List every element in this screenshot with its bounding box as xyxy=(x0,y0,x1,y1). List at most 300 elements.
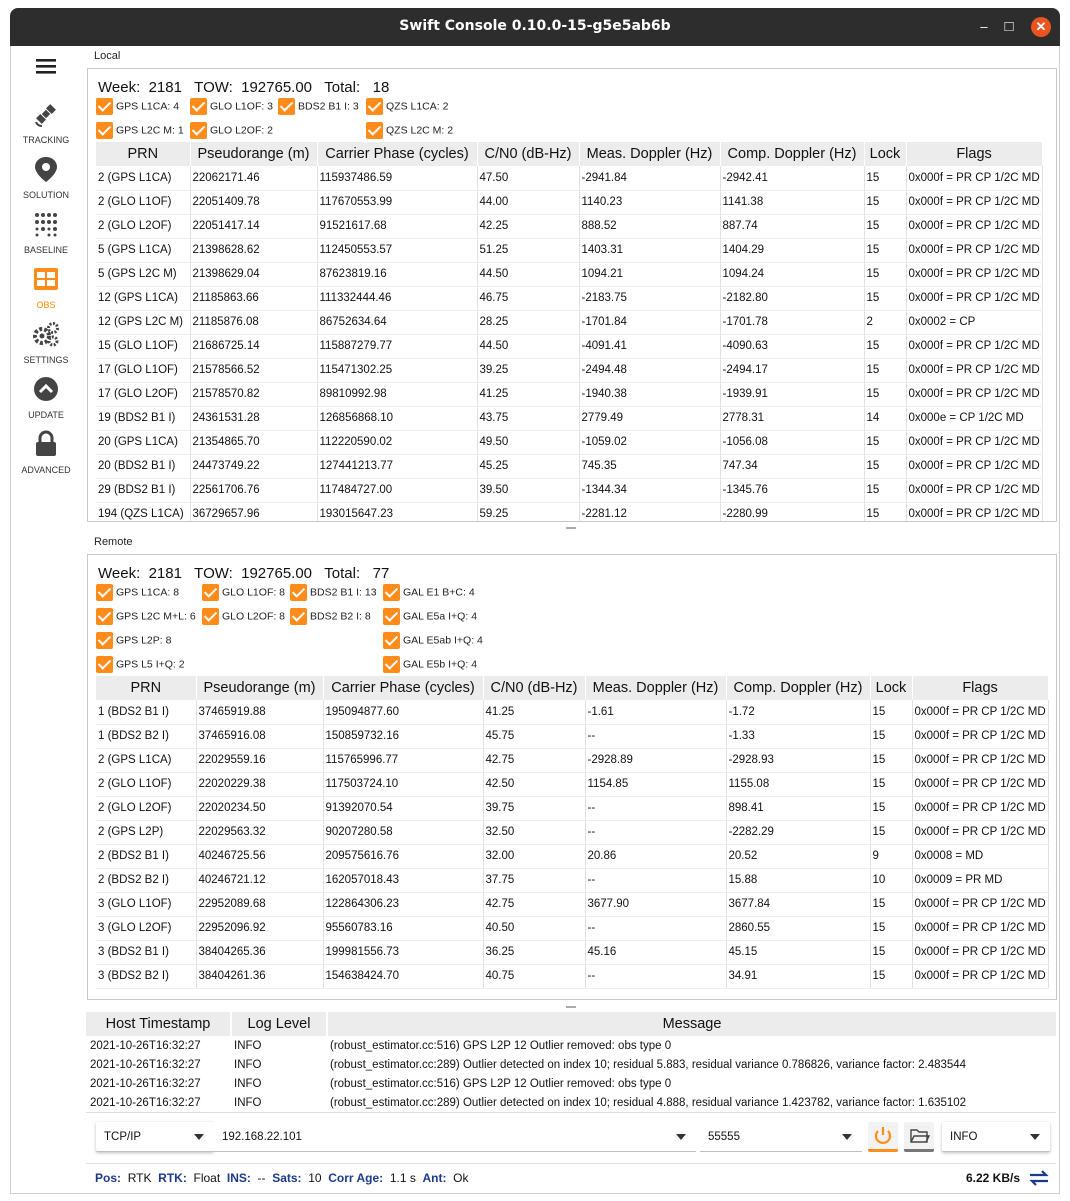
filter-checkbox[interactable]: BDS2 B1 I: 3 xyxy=(278,98,359,118)
table-cell: 32.50 xyxy=(483,820,585,844)
table-cell: 39.25 xyxy=(477,358,579,382)
table-cell: -2494.48 xyxy=(579,358,720,382)
column-header[interactable]: Pseudorange (m) xyxy=(190,142,317,166)
nav-baseline[interactable] xyxy=(10,210,82,255)
table-cell: 1141.38 xyxy=(720,190,864,214)
table-cell: 127441213.77 xyxy=(317,454,477,478)
table-cell: 209575616.76 xyxy=(323,844,483,868)
table-cell: 12 (GPS L2C M) xyxy=(96,310,190,334)
nav-label: ADVANCED xyxy=(21,465,71,475)
table-cell: 0x000f = PR CP 1/2C MD xyxy=(906,214,1042,238)
table-cell: 21398629.04 xyxy=(190,262,317,286)
open-file-button[interactable] xyxy=(904,1122,934,1152)
table-icon xyxy=(32,265,60,293)
table-cell: 15 xyxy=(864,478,906,502)
nav-label: SOLUTION xyxy=(22,190,69,200)
table-cell: 41.25 xyxy=(477,382,579,406)
splitter-handle[interactable] xyxy=(566,1006,576,1008)
table-cell: 21185876.08 xyxy=(190,310,317,334)
nav-label: SETTINGS xyxy=(23,355,69,365)
column-header[interactable]: Flags xyxy=(906,142,1042,166)
filter-checkbox[interactable]: BDS2 B1 I: 13 xyxy=(290,584,377,604)
table-cell: 15 xyxy=(864,454,906,478)
checkbox-checked-icon xyxy=(383,584,400,601)
table-cell: -4091.41 xyxy=(579,334,720,358)
splitter-handle[interactable] xyxy=(566,527,576,529)
table-cell: 747.34 xyxy=(720,454,864,478)
column-header[interactable]: PRN xyxy=(96,142,190,166)
nav-update[interactable] xyxy=(10,375,82,420)
table-cell: 24361531.28 xyxy=(190,406,317,430)
table-cell: 14 xyxy=(864,406,906,430)
table-row[interactable] xyxy=(96,478,1042,502)
table-cell: 37465919.88 xyxy=(196,700,323,724)
table-cell: 40.50 xyxy=(483,916,585,940)
table-row[interactable] xyxy=(96,868,1048,892)
table-cell: 20 (GPS L1CA) xyxy=(96,430,190,454)
status-bar xyxy=(86,1163,1056,1191)
table-row[interactable] xyxy=(96,940,1048,964)
table-cell: 111332444.46 xyxy=(317,286,477,310)
table-row[interactable] xyxy=(96,382,1042,406)
local-obs-panel xyxy=(87,68,1057,522)
filter-checkbox[interactable]: GPS L1CA: 4 xyxy=(96,98,179,118)
table-cell: 115471302.25 xyxy=(317,358,477,382)
table-cell: -2182.80 xyxy=(720,286,864,310)
table-cell: 0x000f = PR CP 1/2C MD xyxy=(906,478,1042,502)
table-cell: 0x000f = PR CP 1/2C MD xyxy=(912,916,1048,940)
filter-checkbox[interactable]: GPS L1CA: 8 xyxy=(96,584,179,604)
chevron-down-icon xyxy=(676,1134,686,1140)
table-cell: 37465916.08 xyxy=(196,724,323,748)
menu-icon xyxy=(35,56,57,76)
hamburger-menu-button[interactable] xyxy=(10,56,82,81)
table-cell: 887.74 xyxy=(720,214,864,238)
table-cell: 112220590.02 xyxy=(317,430,477,454)
table-cell: 117503724.10 xyxy=(323,772,483,796)
log-col-timestamp[interactable]: Host Timestamp xyxy=(86,1012,230,1036)
table-cell: 21686725.14 xyxy=(190,334,317,358)
maximize-button[interactable]: □ xyxy=(1004,18,1014,35)
table-cell: -- xyxy=(585,868,726,892)
column-header[interactable]: Carrier Phase (cycles) xyxy=(323,676,483,700)
table-cell: -1345.76 xyxy=(720,478,864,502)
table-cell: 87623819.16 xyxy=(317,262,477,286)
sidebar xyxy=(10,46,82,1192)
table-row[interactable] xyxy=(96,334,1042,358)
table-row[interactable] xyxy=(96,166,1042,190)
table-cell: 2 (GLO L1OF) xyxy=(96,772,196,796)
table-cell: 199981556.73 xyxy=(323,940,483,964)
checkbox-checked-icon xyxy=(96,122,113,139)
table-cell: 15 xyxy=(870,700,912,724)
satellite-icon xyxy=(32,100,60,128)
table-cell: 45.25 xyxy=(477,454,579,478)
table-cell: 0x000f = PR CP 1/2C MD xyxy=(912,700,1048,724)
table-row[interactable] xyxy=(96,238,1042,262)
status-sats-value: 10 xyxy=(308,1171,322,1185)
table-cell: 22029563.32 xyxy=(196,820,323,844)
table-cell: -1940.38 xyxy=(579,382,720,406)
table-cell: 0x000f = PR CP 1/2C MD xyxy=(906,358,1042,382)
nav-tracking[interactable] xyxy=(10,100,82,145)
table-cell: 117484727.00 xyxy=(317,478,477,502)
table-cell: 86752634.64 xyxy=(317,310,477,334)
table-cell: 22952096.92 xyxy=(196,916,323,940)
status-corr-value: 1.1 s xyxy=(389,1171,416,1185)
local-week-line: Week: 2181 TOW: 192765.00 Total: 18 xyxy=(98,79,390,96)
table-row[interactable] xyxy=(96,190,1042,214)
table-cell: 0x000f = PR CP 1/2C MD xyxy=(906,454,1042,478)
table-cell: 150859732.16 xyxy=(323,724,483,748)
table-cell: 126856868.10 xyxy=(317,406,477,430)
table-cell: 5 (GPS L2C M) xyxy=(96,262,190,286)
local-panel-label: Local xyxy=(94,50,121,62)
table-cell: -1701.84 xyxy=(579,310,720,334)
filter-checkbox[interactable]: QZS L2C M: 2 xyxy=(366,122,453,142)
table-cell: 44.50 xyxy=(477,334,579,358)
column-header[interactable]: PRN xyxy=(96,676,196,700)
chevron-down-icon xyxy=(842,1134,852,1140)
port-value: 55555 xyxy=(708,1131,740,1143)
checkbox-checked-icon xyxy=(96,656,113,673)
table-row[interactable] xyxy=(96,916,1048,940)
filter-checkbox[interactable]: GLO L2OF: 2 xyxy=(190,122,273,142)
filter-checkbox[interactable]: GPS L2P: 8 xyxy=(96,632,171,652)
table-cell: 1094.24 xyxy=(720,262,864,286)
table-cell: -2183.75 xyxy=(579,286,720,310)
column-header[interactable]: Comp. Doppler (Hz) xyxy=(720,142,864,166)
table-cell: 22020234.50 xyxy=(196,796,323,820)
table-cell: 1155.08 xyxy=(726,772,870,796)
log-level: INFO xyxy=(234,1097,262,1109)
log-col-message[interactable]: Message xyxy=(328,1012,1056,1036)
filter-checkbox[interactable]: GPS L2C M+L: 6 xyxy=(96,608,196,628)
table-cell: 0x000f = PR CP 1/2C MD xyxy=(906,166,1042,190)
status-sats-label: Sats: xyxy=(272,1171,302,1185)
table-cell: 29 (BDS2 B1 I) xyxy=(96,478,190,502)
table-cell: 2 (GPS L1CA) xyxy=(96,748,196,772)
table-row[interactable] xyxy=(96,892,1048,916)
column-header[interactable]: C/N0 (dB-Hz) xyxy=(483,676,585,700)
table-cell: 0x000f = PR CP 1/2C MD xyxy=(906,502,1042,522)
table-cell: 15 xyxy=(870,724,912,748)
column-header[interactable]: Lock xyxy=(864,142,906,166)
table-cell: 117670553.99 xyxy=(317,190,477,214)
table-cell: -- xyxy=(585,724,726,748)
table-row[interactable] xyxy=(96,214,1042,238)
checkbox-checked-icon xyxy=(290,608,307,625)
table-cell: 0x000f = PR CP 1/2C MD xyxy=(912,964,1048,988)
filter-checkbox[interactable]: QZS L1CA: 2 xyxy=(366,98,448,118)
table-cell: 2 (BDS2 B2 I) xyxy=(96,868,196,892)
nav-obs[interactable] xyxy=(10,265,82,310)
filter-checkbox[interactable]: GLO L1OF: 3 xyxy=(190,98,273,118)
table-cell: 15 xyxy=(870,940,912,964)
table-cell: 22051417.14 xyxy=(190,214,317,238)
table-row[interactable] xyxy=(96,430,1042,454)
table-row[interactable] xyxy=(96,796,1048,820)
table-cell: -2928.93 xyxy=(726,748,870,772)
lock-icon xyxy=(32,430,60,458)
status-ins-label: INS: xyxy=(226,1171,251,1185)
table-cell: 47.50 xyxy=(477,166,579,190)
table-cell: 0x0002 = CP xyxy=(906,310,1042,334)
column-header[interactable]: Flags xyxy=(912,676,1048,700)
table-cell: 162057018.43 xyxy=(323,868,483,892)
table-cell: 1140.23 xyxy=(579,190,720,214)
table-cell: 15 xyxy=(864,502,906,522)
connect-button[interactable] xyxy=(868,1122,898,1152)
table-cell: 2 xyxy=(864,310,906,334)
table-cell: 39.75 xyxy=(483,796,585,820)
table-cell: -- xyxy=(585,796,726,820)
table-row[interactable] xyxy=(96,454,1042,478)
table-cell: 0x000f = PR CP 1/2C MD xyxy=(906,190,1042,214)
nav-label: OBS xyxy=(36,300,56,310)
table-cell: 12 (GPS L1CA) xyxy=(96,286,190,310)
table-cell: 115887279.77 xyxy=(317,334,477,358)
table-cell: 2 (GLO L2OF) xyxy=(96,214,190,238)
table-cell: -1939.91 xyxy=(720,382,864,406)
connection-type-value: TCP/IP xyxy=(104,1131,142,1143)
table-cell: 3 (BDS2 B2 I) xyxy=(96,964,196,988)
table-cell: 20.52 xyxy=(726,844,870,868)
transfer-arrows-icon xyxy=(1028,1170,1050,1186)
table-header-row xyxy=(96,676,1048,700)
table-row[interactable] xyxy=(96,724,1048,748)
connection-type-select[interactable] xyxy=(96,1122,214,1152)
table-cell: 40.75 xyxy=(483,964,585,988)
checkbox-checked-icon xyxy=(202,608,219,625)
status-ant-label: Ant: xyxy=(422,1171,447,1185)
table-cell: 22020229.38 xyxy=(196,772,323,796)
table-cell: 0x000f = PR CP 1/2C MD xyxy=(906,238,1042,262)
filter-checkbox[interactable]: GLO L1OF: 8 xyxy=(202,584,285,604)
table-cell: 42.75 xyxy=(483,892,585,916)
table-cell: 154638424.70 xyxy=(323,964,483,988)
table-cell: -1059.02 xyxy=(579,430,720,454)
table-cell: 22029559.16 xyxy=(196,748,323,772)
table-cell: 0x000f = PR CP 1/2C MD xyxy=(906,334,1042,358)
dots-grid-icon xyxy=(32,210,60,238)
table-row[interactable] xyxy=(96,700,1048,724)
table-cell: 0x000f = PR CP 1/2C MD xyxy=(906,382,1042,406)
table-cell: 0x0009 = PR MD xyxy=(912,868,1048,892)
table-row[interactable] xyxy=(96,502,1042,522)
table-cell: 15 xyxy=(864,430,906,454)
log-col-level[interactable]: Log Level xyxy=(232,1012,326,1036)
checkbox-checked-icon xyxy=(383,632,400,649)
nav-label: TRACKING xyxy=(22,135,70,145)
table-cell: 15 xyxy=(870,892,912,916)
table-row[interactable] xyxy=(96,262,1042,286)
table-cell: 19 (BDS2 B1 I) xyxy=(96,406,190,430)
table-cell: 3 (BDS2 B1 I) xyxy=(96,940,196,964)
status-corr-label: Corr Age: xyxy=(328,1171,384,1185)
gears-icon xyxy=(32,320,60,348)
table-cell: 2 (BDS2 B1 I) xyxy=(96,844,196,868)
table-cell: 42.50 xyxy=(483,772,585,796)
filter-checkbox[interactable]: GAL E5a I+Q: 4 xyxy=(383,608,477,628)
table-cell: 36.25 xyxy=(483,940,585,964)
table-cell: -- xyxy=(585,820,726,844)
chevron-down-icon xyxy=(194,1134,204,1140)
table-cell: 15 xyxy=(870,964,912,988)
port-input[interactable] xyxy=(700,1122,862,1152)
table-cell: 15 xyxy=(870,916,912,940)
log-level: INFO xyxy=(234,1078,262,1090)
table-cell: 24473749.22 xyxy=(190,454,317,478)
table-cell: 15 xyxy=(864,190,906,214)
checkbox-checked-icon xyxy=(366,122,383,139)
map-pin-icon xyxy=(32,155,60,183)
table-cell: 34.91 xyxy=(726,964,870,988)
column-header[interactable]: Meas. Doppler (Hz) xyxy=(585,676,726,700)
folder-open-icon xyxy=(904,1122,934,1149)
checkbox-checked-icon xyxy=(190,122,207,139)
table-cell: 15 xyxy=(864,382,906,406)
column-header[interactable]: Pseudorange (m) xyxy=(196,676,323,700)
remote-obs-table xyxy=(96,676,1049,989)
table-row[interactable] xyxy=(96,310,1042,334)
table-cell: 745.35 xyxy=(579,454,720,478)
table-cell: 91392070.54 xyxy=(323,796,483,820)
table-cell: 0x000f = PR CP 1/2C MD xyxy=(912,940,1048,964)
nav-solution[interactable] xyxy=(10,155,82,200)
column-header[interactable]: Meas. Doppler (Hz) xyxy=(579,142,720,166)
table-row[interactable] xyxy=(96,406,1042,430)
table-cell: 21354865.70 xyxy=(190,430,317,454)
table-row[interactable] xyxy=(96,358,1042,382)
table-cell: 5 (GPS L1CA) xyxy=(96,238,190,262)
nav-advanced[interactable] xyxy=(10,430,82,475)
table-cell: 42.25 xyxy=(477,214,579,238)
table-cell: -1344.34 xyxy=(579,478,720,502)
filter-checkbox[interactable]: GLO L2OF: 8 xyxy=(202,608,285,628)
table-cell: -- xyxy=(585,916,726,940)
table-cell: -2280.99 xyxy=(720,502,864,522)
log-level-value: INFO xyxy=(950,1131,978,1143)
log-message: (robust_estimator.cc:516) GPS L2P 12 Outlier removed: obs type 0 xyxy=(330,1040,672,1052)
table-cell: 15 xyxy=(864,166,906,190)
log-timestamp: 2021-10-26T16:32:27 xyxy=(90,1040,201,1052)
table-cell: 37.75 xyxy=(483,868,585,892)
table-row[interactable] xyxy=(96,772,1048,796)
table-row[interactable] xyxy=(96,964,1048,988)
table-cell: 44.50 xyxy=(477,262,579,286)
table-cell: 0x000f = PR CP 1/2C MD xyxy=(906,262,1042,286)
table-cell: 3677.90 xyxy=(585,892,726,916)
column-header[interactable]: C/N0 (dB-Hz) xyxy=(477,142,579,166)
filter-checkbox[interactable]: BDS2 B2 I: 8 xyxy=(290,608,371,628)
log-level-select[interactable] xyxy=(942,1122,1050,1152)
close-button[interactable]: ✕ xyxy=(1031,17,1051,37)
table-cell: 38404261.36 xyxy=(196,964,323,988)
table-cell: -2941.84 xyxy=(579,166,720,190)
filter-checkbox[interactable]: GAL E1 B+C: 4 xyxy=(383,584,475,604)
nav-settings[interactable] xyxy=(10,320,82,365)
status-ant-value: Ok xyxy=(453,1171,469,1185)
minimize-button[interactable]: – xyxy=(980,19,988,34)
nav-label: UPDATE xyxy=(28,410,64,420)
filter-checkbox[interactable]: GAL E5b I+Q: 4 xyxy=(383,656,477,676)
table-cell: 0x000f = PR CP 1/2C MD xyxy=(912,724,1048,748)
table-cell: -2282.29 xyxy=(726,820,870,844)
checkbox-checked-icon xyxy=(290,584,307,601)
filter-checkbox[interactable]: GPS L2C M: 1 xyxy=(96,122,184,142)
checkbox-checked-icon xyxy=(202,584,219,601)
column-header[interactable]: Lock xyxy=(870,676,912,700)
table-cell: 95560783.16 xyxy=(323,916,483,940)
table-cell: 17 (GLO L2OF) xyxy=(96,382,190,406)
table-cell: 46.75 xyxy=(477,286,579,310)
table-cell: 17 (GLO L1OF) xyxy=(96,358,190,382)
status-rtk-value: Float xyxy=(193,1171,221,1185)
table-cell: 3 (GLO L2OF) xyxy=(96,916,196,940)
table-cell: 0x000f = PR CP 1/2C MD xyxy=(912,820,1048,844)
table-row[interactable] xyxy=(96,286,1042,310)
table-cell: 15 (GLO L1OF) xyxy=(96,334,190,358)
table-cell: 0x0008 = MD xyxy=(912,844,1048,868)
checkbox-checked-icon xyxy=(278,98,295,115)
table-cell: 21185863.66 xyxy=(190,286,317,310)
table-cell: 2 (GLO L2OF) xyxy=(96,796,196,820)
table-cell: 9 xyxy=(870,844,912,868)
table-row[interactable] xyxy=(96,844,1048,868)
log-level: INFO xyxy=(234,1040,262,1052)
table-cell: 21398628.62 xyxy=(190,238,317,262)
table-cell: 1404.29 xyxy=(720,238,864,262)
connection-bar xyxy=(86,1112,1056,1160)
table-cell: 15 xyxy=(864,334,906,358)
chevron-up-circle-icon xyxy=(32,375,60,403)
table-cell: 28.25 xyxy=(477,310,579,334)
table-cell: 43.75 xyxy=(477,406,579,430)
table-cell: 10 xyxy=(870,868,912,892)
table-cell: 21578570.82 xyxy=(190,382,317,406)
host-input[interactable] xyxy=(214,1122,696,1152)
power-icon xyxy=(868,1122,898,1149)
table-cell: 40246725.56 xyxy=(196,844,323,868)
table-cell: 42.75 xyxy=(483,748,585,772)
filter-checkbox[interactable]: GAL E5ab I+Q: 4 xyxy=(383,632,483,652)
table-cell: -1.61 xyxy=(585,700,726,724)
remote-panel-label: Remote xyxy=(94,536,133,548)
checkbox-checked-icon xyxy=(383,656,400,673)
filter-checkbox[interactable]: GPS L5 I+Q: 2 xyxy=(96,656,185,676)
table-cell: -- xyxy=(585,964,726,988)
table-cell: 2 (GLO L1OF) xyxy=(96,190,190,214)
table-cell: 21578566.52 xyxy=(190,358,317,382)
column-header[interactable]: Carrier Phase (cycles) xyxy=(317,142,477,166)
checkbox-checked-icon xyxy=(96,632,113,649)
column-header[interactable]: Comp. Doppler (Hz) xyxy=(726,676,870,700)
table-cell: 39.50 xyxy=(477,478,579,502)
host-value: 192.168.22.101 xyxy=(222,1131,302,1143)
table-cell: -2494.17 xyxy=(720,358,864,382)
window-title: Swift Console 0.10.0-15-g5e5ab6b xyxy=(399,18,671,34)
table-cell: 45.16 xyxy=(585,940,726,964)
table-cell: 15.88 xyxy=(726,868,870,892)
table-cell: 15 xyxy=(864,238,906,262)
table-row[interactable] xyxy=(96,748,1048,772)
table-cell: -1.33 xyxy=(726,724,870,748)
table-row[interactable] xyxy=(96,820,1048,844)
table-cell: 15 xyxy=(870,772,912,796)
table-cell: 888.52 xyxy=(579,214,720,238)
table-cell: 90207280.58 xyxy=(323,820,483,844)
